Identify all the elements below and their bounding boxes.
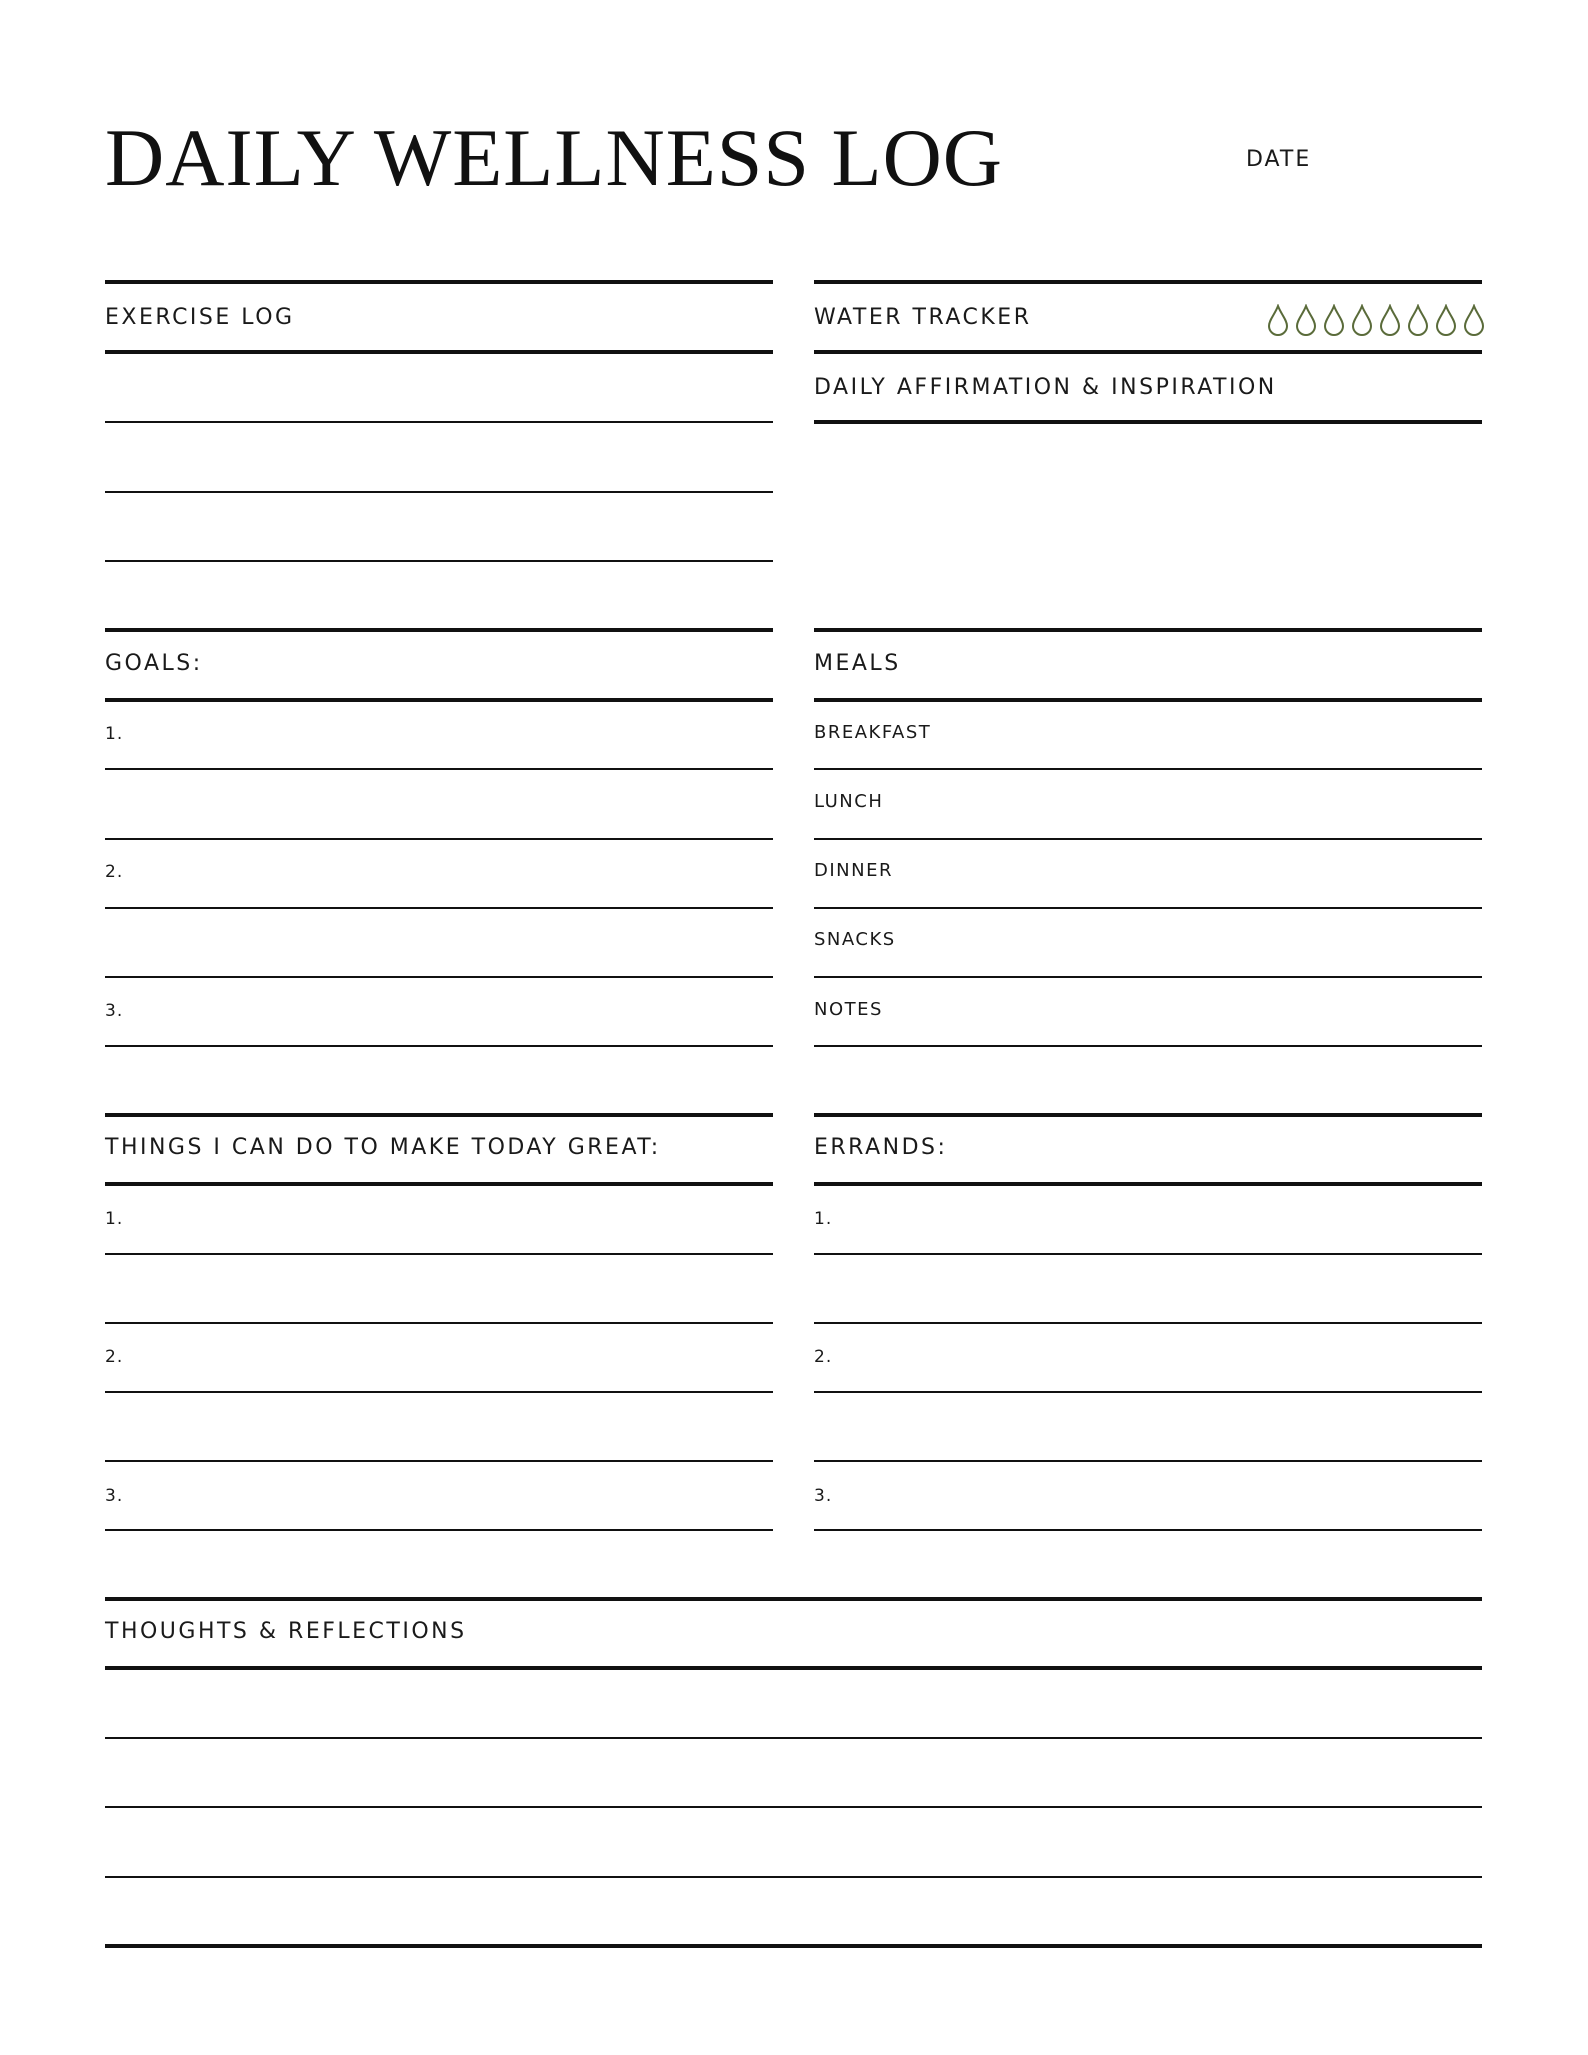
water-drop-icon[interactable]: [1465, 306, 1483, 335]
goal-line[interactable]: [105, 1045, 773, 1047]
goals-header-rule: [105, 698, 773, 702]
meals-heading: MEALS: [814, 651, 901, 676]
errand-number: 3.: [814, 1486, 833, 1506]
thoughts-bottom-rule: [105, 1944, 1482, 1948]
meal-line[interactable]: [814, 907, 1482, 909]
goal-line[interactable]: [105, 768, 773, 770]
great-number: 1.: [105, 1209, 124, 1229]
meal-line[interactable]: [814, 768, 1482, 770]
water-bottom-rule: [814, 350, 1482, 354]
thoughts-line[interactable]: [105, 1737, 1482, 1739]
errand-line[interactable]: [814, 1391, 1482, 1393]
great-line[interactable]: [105, 1391, 773, 1393]
water-drop-icon[interactable]: [1325, 306, 1343, 335]
water-drop-icon[interactable]: [1409, 306, 1427, 335]
meal-label-snacks: SNACKS: [814, 929, 896, 950]
errand-line[interactable]: [814, 1322, 1482, 1324]
goal-number: 1.: [105, 724, 124, 744]
water-drop-icon[interactable]: [1437, 306, 1455, 335]
exercise-line[interactable]: [105, 421, 773, 423]
errand-line[interactable]: [814, 1460, 1482, 1462]
thoughts-header-rule: [105, 1666, 1482, 1670]
great-top-rule: [105, 1113, 773, 1117]
water-drops: [1268, 304, 1492, 336]
meal-line[interactable]: [814, 1045, 1482, 1047]
exercise-top-rule: [105, 280, 773, 284]
errand-line[interactable]: [814, 1529, 1482, 1531]
errand-number: 2.: [814, 1347, 833, 1367]
water-drop-icon[interactable]: [1353, 306, 1371, 335]
meal-label-breakfast: BREAKFAST: [814, 722, 932, 743]
page-title: DAILY WELLNESS LOG: [105, 112, 1004, 203]
affirmation-writing-area[interactable]: [814, 424, 1482, 628]
errand-line[interactable]: [814, 1253, 1482, 1255]
meal-label-notes: NOTES: [814, 999, 883, 1020]
great-number: 2.: [105, 1347, 124, 1367]
goals-heading: GOALS:: [105, 651, 203, 676]
water-tracker-heading: WATER TRACKER: [814, 305, 1032, 330]
thoughts-heading: THOUGHTS & REFLECTIONS: [105, 1619, 467, 1644]
exercise-line[interactable]: [105, 560, 773, 562]
meals-top-rule: [814, 628, 1482, 632]
meal-label-lunch: LUNCH: [814, 791, 884, 812]
great-line[interactable]: [105, 1322, 773, 1324]
errands-header-rule: [814, 1182, 1482, 1186]
water-top-rule: [814, 280, 1482, 284]
meal-line[interactable]: [814, 976, 1482, 978]
goal-line[interactable]: [105, 976, 773, 978]
water-drop-icon[interactable]: [1269, 306, 1287, 335]
meal-label-dinner: DINNER: [814, 860, 893, 881]
great-line[interactable]: [105, 1529, 773, 1531]
errand-number: 1.: [814, 1209, 833, 1229]
water-drop-icon[interactable]: [1297, 306, 1315, 335]
meals-header-rule: [814, 698, 1482, 702]
goal-number: 3.: [105, 1001, 124, 1021]
goal-line[interactable]: [105, 907, 773, 909]
errands-heading: ERRANDS:: [814, 1135, 948, 1160]
goal-number: 2.: [105, 862, 124, 882]
thoughts-line[interactable]: [105, 1876, 1482, 1878]
affirmation-heading: DAILY AFFIRMATION & INSPIRATION: [814, 375, 1277, 400]
make-today-great-heading: THINGS I CAN DO TO MAKE TODAY GREAT:: [105, 1135, 661, 1160]
date-label: DATE: [1246, 147, 1312, 172]
great-line[interactable]: [105, 1253, 773, 1255]
thoughts-line[interactable]: [105, 1806, 1482, 1808]
goals-top-rule: [105, 628, 773, 632]
errands-top-rule: [814, 1113, 1482, 1117]
great-line[interactable]: [105, 1460, 773, 1462]
exercise-log-heading: EXERCISE LOG: [105, 305, 295, 330]
thoughts-top-rule: [105, 1597, 1482, 1601]
great-header-rule: [105, 1182, 773, 1186]
water-drop-icon[interactable]: [1381, 306, 1399, 335]
meal-line[interactable]: [814, 838, 1482, 840]
great-number: 3.: [105, 1486, 124, 1506]
exercise-line[interactable]: [105, 491, 773, 493]
goal-line[interactable]: [105, 838, 773, 840]
exercise-header-rule: [105, 350, 773, 354]
